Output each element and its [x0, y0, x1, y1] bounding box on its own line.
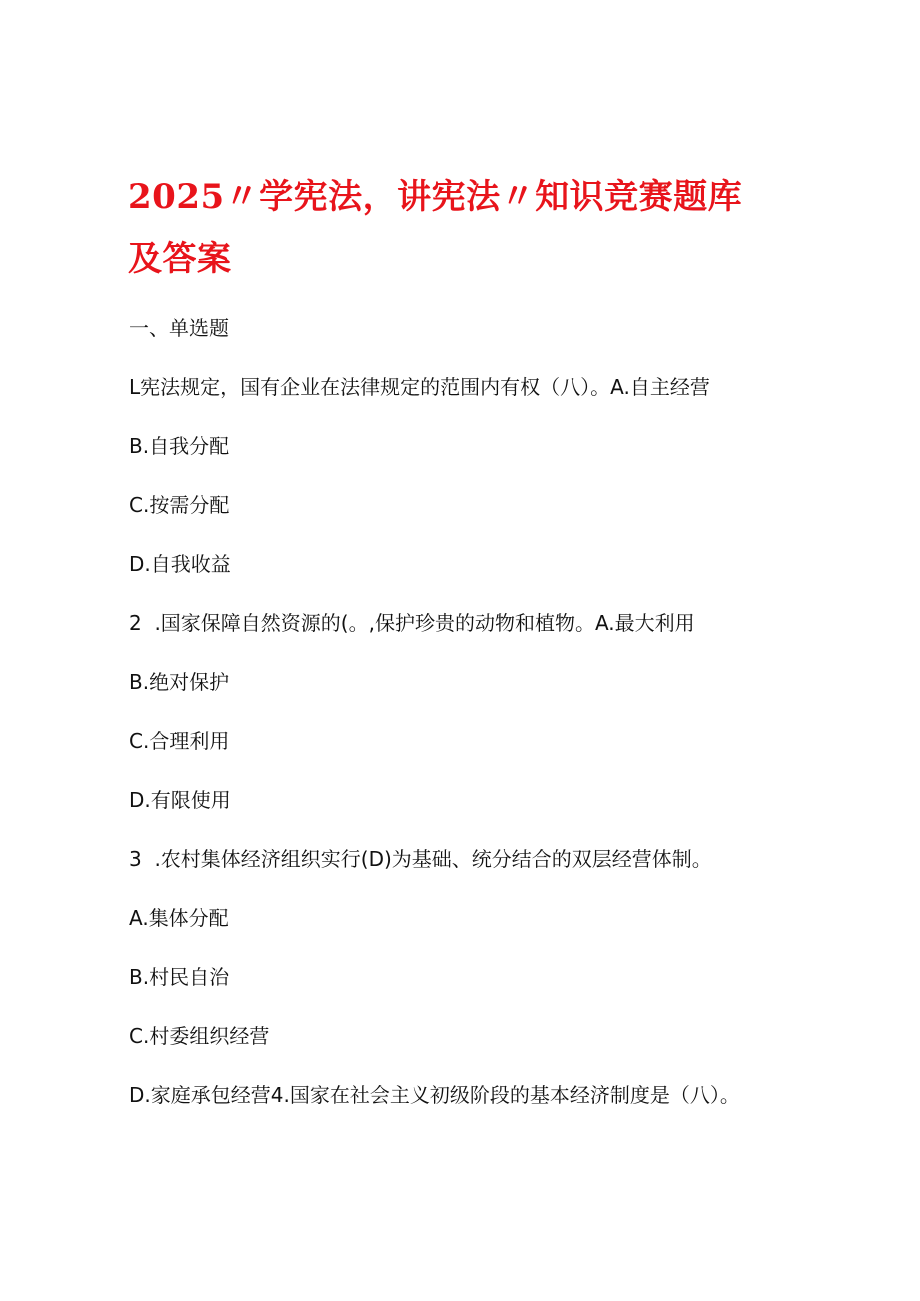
- title-line-1-text: 〃学宪法，讲宪法〃知识竞赛题库: [224, 177, 743, 217]
- title-line-1: [128, 166, 788, 228]
- question-2-option-c: C.合理利用: [129, 729, 230, 753]
- question-2-option-b: B.绝对保护: [129, 670, 230, 694]
- question-3-option-a: A.集体分配: [129, 906, 229, 930]
- document-title: [128, 166, 788, 290]
- question-3: 3 .农村集体经济组织实行(D)为基础、统分结合的双层经营体制。: [129, 847, 712, 871]
- title-line-2: 及答案: [128, 239, 232, 279]
- question-1: L宪法规定，国有企业在法律规定的范围内有权（八）。A.自主经营: [129, 375, 710, 399]
- question-2: 2 .国家保障自然资源的(。,保护珍贵的动物和植物。A.最大利用: [129, 611, 695, 635]
- question-3-option-d-and-question-4: D.家庭承包经营4.国家在社会主义初级阶段的基本经济制度是（八）。: [129, 1083, 740, 1107]
- question-3-option-c: C.村委组织经营: [129, 1024, 270, 1048]
- question-1-option-d: D.自我收益: [129, 552, 231, 576]
- question-3-option-b: B.村民自治: [129, 965, 230, 989]
- question-1-option-c: C.按需分配: [129, 493, 230, 517]
- question-2-option-d: D.有限使用: [129, 788, 231, 812]
- section-heading: 一、单选题: [129, 316, 229, 340]
- title-year: 2025: [128, 177, 225, 217]
- question-1-option-b: B.自我分配: [129, 434, 230, 458]
